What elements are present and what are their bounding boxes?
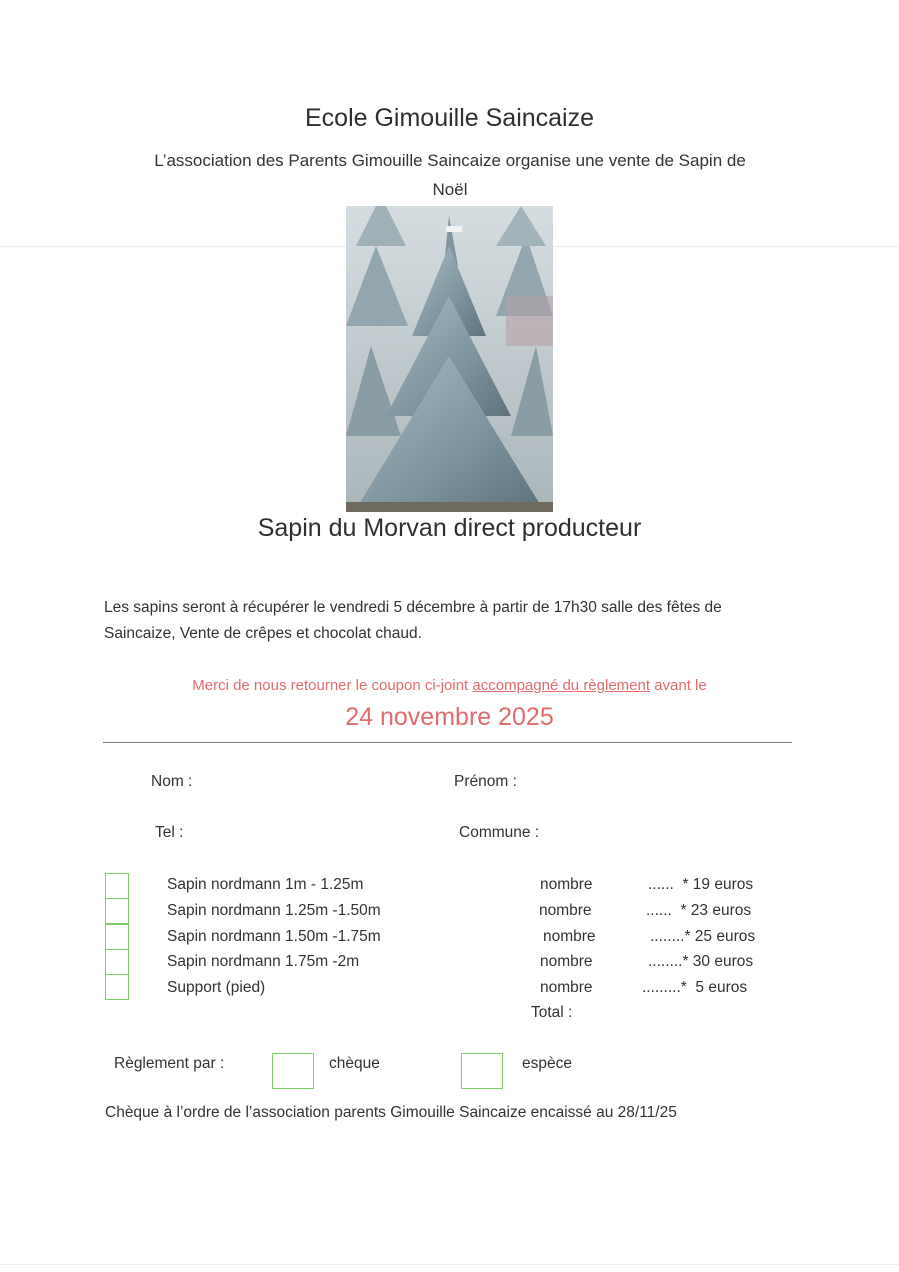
- return-notice: [0, 677, 899, 694]
- checkbox-support[interactable]: [105, 974, 129, 1000]
- tree-photo-icon: [346, 206, 553, 512]
- pickup-info: [104, 595, 804, 647]
- item-price: ...... * 23 euros: [646, 902, 752, 919]
- scan-artifact-line: [0, 1264, 899, 1265]
- nom-label: Nom :: [151, 773, 193, 790]
- notice-text: avant le: [650, 677, 707, 694]
- item-label: Sapin nordmann 1m - 1.25m: [167, 876, 364, 893]
- item-label: Support (pied): [167, 979, 266, 996]
- coupon-cut-line: [103, 742, 792, 743]
- tel-label: Tel :: [155, 824, 184, 841]
- pickup-info-line: Saincaize, Vente de crêpes et chocolat chaud.: [104, 625, 422, 642]
- sale-announcement: L’association des Parents Gimouille Saincaize organise une vente de Sapin de Noël: [154, 151, 746, 199]
- checkbox-sapin-3[interactable]: [105, 924, 129, 950]
- item-quantity-label: nombre: [543, 928, 596, 945]
- item-price: ........* 25 euros: [650, 928, 756, 945]
- total-label: Total :: [531, 1004, 573, 1021]
- commune-label: Commune :: [459, 824, 540, 841]
- christmas-tree-photo: [346, 206, 553, 512]
- item-quantity-label: nombre: [540, 876, 593, 893]
- item-price: .........* 5 euros: [642, 979, 748, 996]
- cheque-label: chèque: [329, 1055, 380, 1072]
- notice-text: Merci de nous retourner le coupon ci-joint: [192, 677, 473, 694]
- item-price: ........* 30 euros: [648, 953, 754, 970]
- checkbox-espece[interactable]: [461, 1053, 503, 1089]
- checkbox-sapin-2[interactable]: [105, 898, 129, 924]
- espece-label: espèce: [522, 1055, 572, 1072]
- item-label: Sapin nordmann 1.75m -2m: [167, 953, 360, 970]
- item-quantity-label: nombre: [540, 979, 593, 996]
- item-label: Sapin nordmann 1.25m -1.50m: [167, 902, 381, 919]
- item-quantity-label: nombre: [539, 902, 592, 919]
- item-quantity-label: nombre: [540, 953, 593, 970]
- school-title: Ecole Gimouille Saincaize: [304, 104, 595, 132]
- notice-underlined-text: accompagné du règlement: [472, 677, 651, 694]
- deadline-date: 24 novembre 2025: [345, 703, 554, 731]
- checkbox-sapin-4[interactable]: [105, 949, 129, 975]
- payment-label: Règlement par :: [114, 1055, 225, 1072]
- checkbox-sapin-1[interactable]: [105, 873, 129, 899]
- cheque-instructions: Chèque à l’ordre de l’association parents Gimouille Saincaize encaissé au 28/11/25: [105, 1104, 677, 1121]
- item-price: ...... * 19 euros: [648, 876, 754, 893]
- prenom-label: Prénom :: [454, 773, 517, 790]
- checkbox-cheque[interactable]: [272, 1053, 314, 1089]
- pickup-info-line: Les sapins seront à récupérer le vendredi 5 décembre à partir de 17h30 salle des fêtes de: [104, 599, 722, 616]
- product-heading: Sapin du Morvan direct producteur: [257, 514, 642, 542]
- item-label: Sapin nordmann 1.50m -1.75m: [167, 928, 381, 945]
